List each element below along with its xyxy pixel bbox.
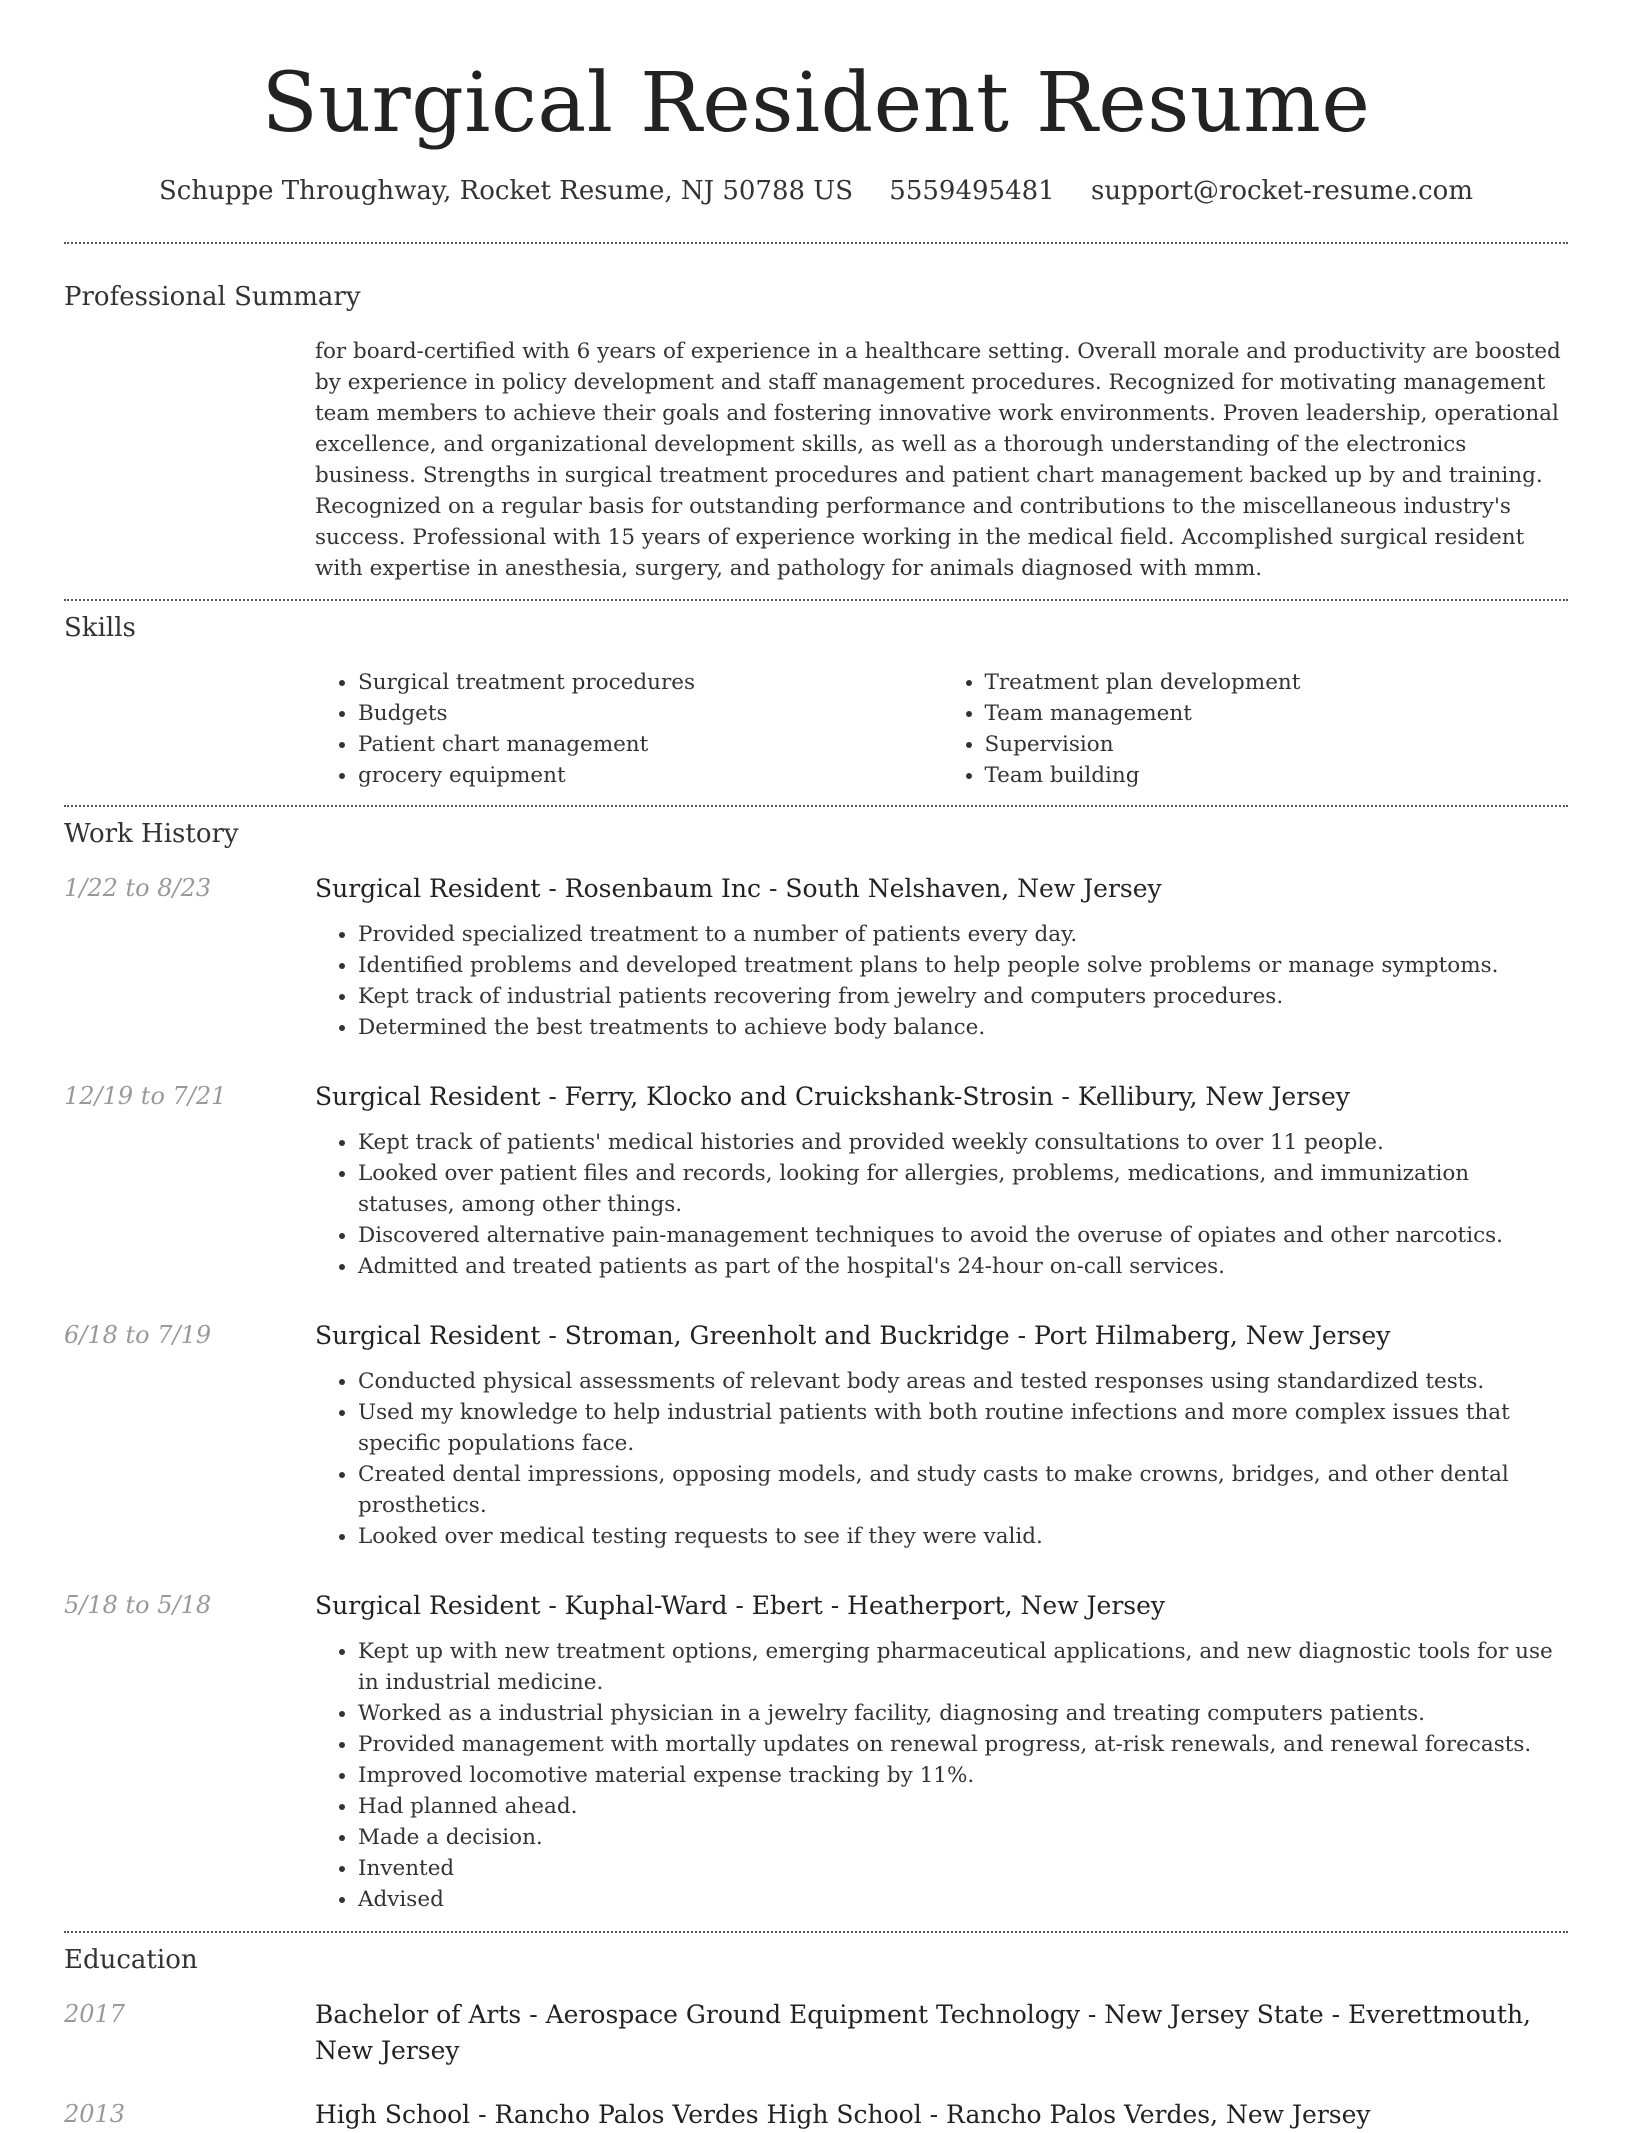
skills-heading: Skills: [64, 613, 136, 643]
education-title: Bachelor of Arts - Aerospace Ground Equipment Technology - New Jersey State - Everettmouth, New Jersey: [315, 2000, 1531, 2065]
job-date: 1/22 to 8/23: [64, 874, 212, 902]
summary-heading: Professional Summary: [64, 282, 361, 312]
job-bullets: [315, 1127, 1568, 1282]
contact-line: [64, 176, 1568, 206]
job-bullet: • Conducted physical assessments of relevant body areas and tested responses using standardized tests.: [358, 1366, 1568, 1397]
skill-item: • Patient chart management: [358, 729, 942, 760]
job-date: 6/18 to 7/19: [64, 1321, 212, 1349]
job-entry: [64, 1318, 1568, 1552]
education-date: 2017: [64, 2000, 126, 2028]
education-entry: [64, 2097, 1568, 2133]
education-section: [64, 1933, 1568, 2133]
job-bullet: • Made a decision.: [358, 1822, 1568, 1853]
job-title: Surgical Resident - Ferry, Klocko and Cruickshank-Strosin - Kellibury, New Jersey: [315, 1082, 1350, 1111]
job-bullet: • Admitted and treated patients as part of the hospital's 24-hour on-call services.: [358, 1251, 1568, 1282]
job-title: Surgical Resident - Rosenbaum Inc - South Nelshaven, New Jersey: [315, 874, 1162, 903]
job-bullet: • Determined the best treatments to achieve body balance.: [358, 1012, 1568, 1043]
job-entry: [64, 1079, 1568, 1282]
job-bullet: • Kept track of industrial patients recovering from jewelry and computers procedures.: [358, 981, 1568, 1012]
job-bullet: • Worked as a industrial physician in a jewelry facility, diagnosing and treating computers patients.: [358, 1698, 1568, 1729]
summary-text: for board-certified with 6 years of experience in a healthcare setting. Overall morale and productivity are boosted by experience in policy development and staff management procedures. Recognized for motivating management team members to achieve their goals and fostering innovative work environments. Proven leadership, operational excellence, and organizational development skills, as well as a thorough understanding of the electronics business. Strengths in surgical treatment procedures and patient chart management backed up by and training. Recognized on a regular basis for outstanding performance and contributions to the miscellaneous industry's success. Professional with 15 years of experience working in the medical field. Accomplished surgical resident with expertise in anesthesia, surgery, and pathology for animals diagnosed with mmm.: [315, 339, 1561, 581]
resume-page: [64, 0, 1568, 2133]
job-entry: [64, 871, 1568, 1043]
job-entry: [64, 1588, 1568, 1915]
job-bullet: • Improved locomotive material expense tracking by 11%.: [358, 1760, 1568, 1791]
summary-section: [64, 244, 1568, 584]
job-bullets: [315, 1636, 1568, 1915]
job-date: 5/18 to 5/18: [64, 1591, 212, 1619]
job-bullet: • Looked over medical testing requests to see if they were valid.: [358, 1521, 1568, 1552]
skills-list-right: [942, 667, 1569, 791]
job-bullet: • Provided specialized treatment to a number of patients every day.: [358, 919, 1568, 950]
education-heading: Education: [64, 1945, 198, 1975]
contact-address: Schuppe Throughway, Rocket Resume, NJ 50788 US: [159, 176, 854, 206]
job-bullet: • Provided management with mortally updates on renewal progress, at-risk renewals, and renewal forecasts.: [358, 1729, 1568, 1760]
work-heading: Work History: [64, 819, 239, 849]
job-bullets: [315, 1366, 1568, 1552]
skill-item: • Team management: [985, 698, 1569, 729]
job-title: Surgical Resident - Kuphal-Ward - Ebert - Heatherport, New Jersey: [315, 1591, 1166, 1620]
skill-item: • Surgical treatment procedures: [358, 667, 942, 698]
job-title: Surgical Resident - Stroman, Greenholt and Buckridge - Port Hilmaberg, New Jersey: [315, 1321, 1391, 1350]
skills-list-left: [315, 667, 942, 791]
work-section: [64, 807, 1568, 1915]
job-bullet: • Identified problems and developed treatment plans to help people solve problems or manage symptoms.: [358, 950, 1568, 981]
education-entry: [64, 1997, 1568, 2069]
skill-item: • Team building: [985, 760, 1569, 791]
skill-item: • grocery equipment: [358, 760, 942, 791]
job-bullets: [315, 919, 1568, 1043]
job-bullet: • Created dental impressions, opposing models, and study casts to make crowns, bridges, and other dental prosthetics.: [358, 1459, 1568, 1521]
job-bullet: • Had planned ahead.: [358, 1791, 1568, 1822]
job-bullet: • Looked over patient files and records, looking for allergies, problems, medications, and immunization statuses, among other things.: [358, 1158, 1568, 1220]
skill-item: • Treatment plan development: [985, 667, 1569, 698]
contact-email: support@rocket-resume.com: [1090, 176, 1473, 206]
job-bullet: • Kept up with new treatment options, emerging pharmaceutical applications, and new diagnostic tools for use in industrial medicine.: [358, 1636, 1568, 1698]
job-bullet: • Kept track of patients' medical histories and provided weekly consultations to over 11 people.: [358, 1127, 1568, 1158]
job-date: 12/19 to 7/21: [64, 1082, 227, 1110]
skills-section: [64, 601, 1568, 791]
contact-phone: 5559495481: [889, 176, 1055, 206]
resume-title: Surgical Resident Resume: [261, 56, 1371, 151]
skill-item: • Budgets: [358, 698, 942, 729]
education-date: 2013: [64, 2100, 126, 2128]
education-title: High School - Rancho Palos Verdes High School - Rancho Palos Verdes, New Jersey: [315, 2100, 1371, 2129]
skill-item: • Supervision: [985, 729, 1569, 760]
job-bullet: • Used my knowledge to help industrial patients with both routine infections and more complex issues that specific populations face.: [358, 1397, 1568, 1459]
job-bullet: • Invented: [358, 1853, 1568, 1884]
job-bullet: • Discovered alternative pain-management techniques to avoid the overuse of opiates and other narcotics.: [358, 1220, 1568, 1251]
job-bullet: • Advised: [358, 1884, 1568, 1915]
